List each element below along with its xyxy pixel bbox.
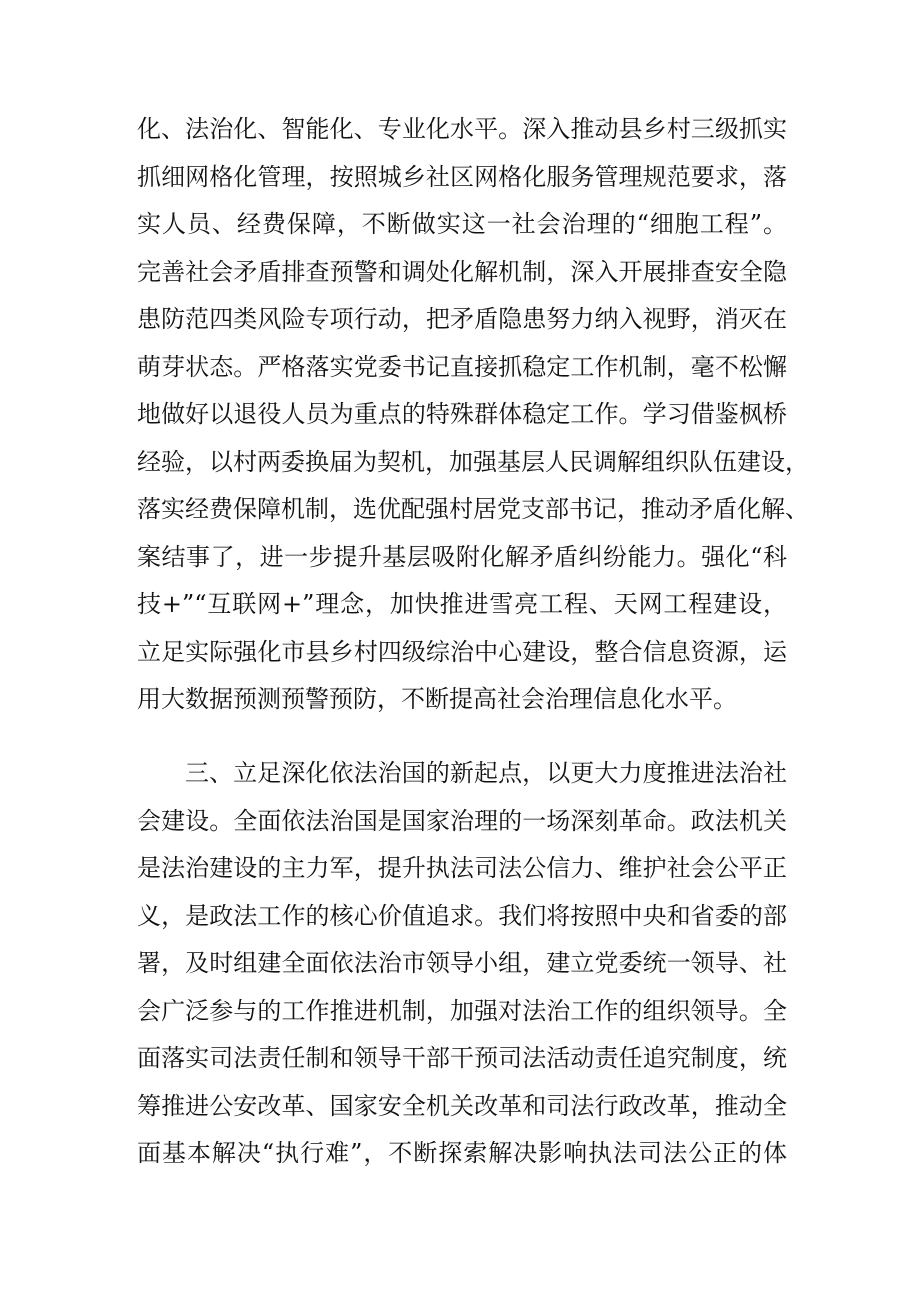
text-line: 实人员、经费保障，不断做实这一社会治理的“细胞工程”。	[137, 210, 787, 238]
text-line: 地做好以退役人员为重点的特殊群体稳定工作。学习借鉴枫桥	[137, 400, 787, 428]
text-line: 案结事了，进一步提升基层吸附化解矛盾纠纷能力。强化“科	[137, 542, 787, 571]
text-line: 三、立足深化依法治国的新起点，以更大力度推进法治社	[185, 759, 787, 787]
text-line: 立足实际强化市县乡村四级综治中心建设，整合信息资源，运	[137, 637, 787, 666]
text-line: 会建设。全面依法治国是国家治理的一场深刻革命。政法机关	[137, 806, 787, 835]
text-line: 抓细网格化管理，按照城乡社区网格化服务管理规范要求，落	[137, 162, 787, 191]
text-line: 化、法治化、智能化、专业化水平。深入推动县乡村三级抓实	[137, 115, 787, 143]
text-line: 落实经费保障机制，选优配强村居党支部书记，推动矛盾化解、	[137, 495, 809, 523]
text-line: 是法治建设的主力军，提升执法司法公信力、维护社会公平正	[137, 854, 787, 882]
text-line: 患防范四类风险专项行动，把矛盾隐患努力纳入视野，消灭在	[137, 305, 787, 333]
text-line: 萌芽状态。严格落实党委书记直接抓稳定工作机制，毫不松懈	[137, 352, 787, 381]
text-line: 用大数据预测预警预防，不断提高社会治理信息化水平。	[137, 685, 737, 713]
body-paragraph-2	[137, 750, 787, 1178]
text-line: 技+”“互联网+”理念，加快推进雪亮工程、天网工程建设，	[137, 590, 787, 618]
text-line: 署，及时组建全面依法治市领导小组，建立党委统一领导、社	[137, 949, 787, 977]
text-line: 会广泛参与的工作推进机制，加强对法治工作的组织领导。全	[137, 996, 787, 1025]
text-line: 完善社会矛盾排查预警和调处化解机制，深入开展排查安全隐	[137, 257, 787, 286]
text-line: 义，是政法工作的核心价值追求。我们将按照中央和省委的部	[137, 901, 787, 930]
body-paragraph-1	[137, 106, 809, 724]
text-line: 面落实司法责任制和领导干部干预司法活动责任追究制度，统	[137, 1044, 787, 1072]
text-line: 筹推进公安改革、国家安全机关改革和司法行政改革，推动全	[137, 1091, 787, 1120]
text-line: 面基本解决“执行难”，不断探索解决影响执法司法公正的体	[137, 1139, 787, 1167]
text-line: 经验，以村两委换届为契机，加强基层人民调解组织队伍建设，	[137, 447, 809, 476]
